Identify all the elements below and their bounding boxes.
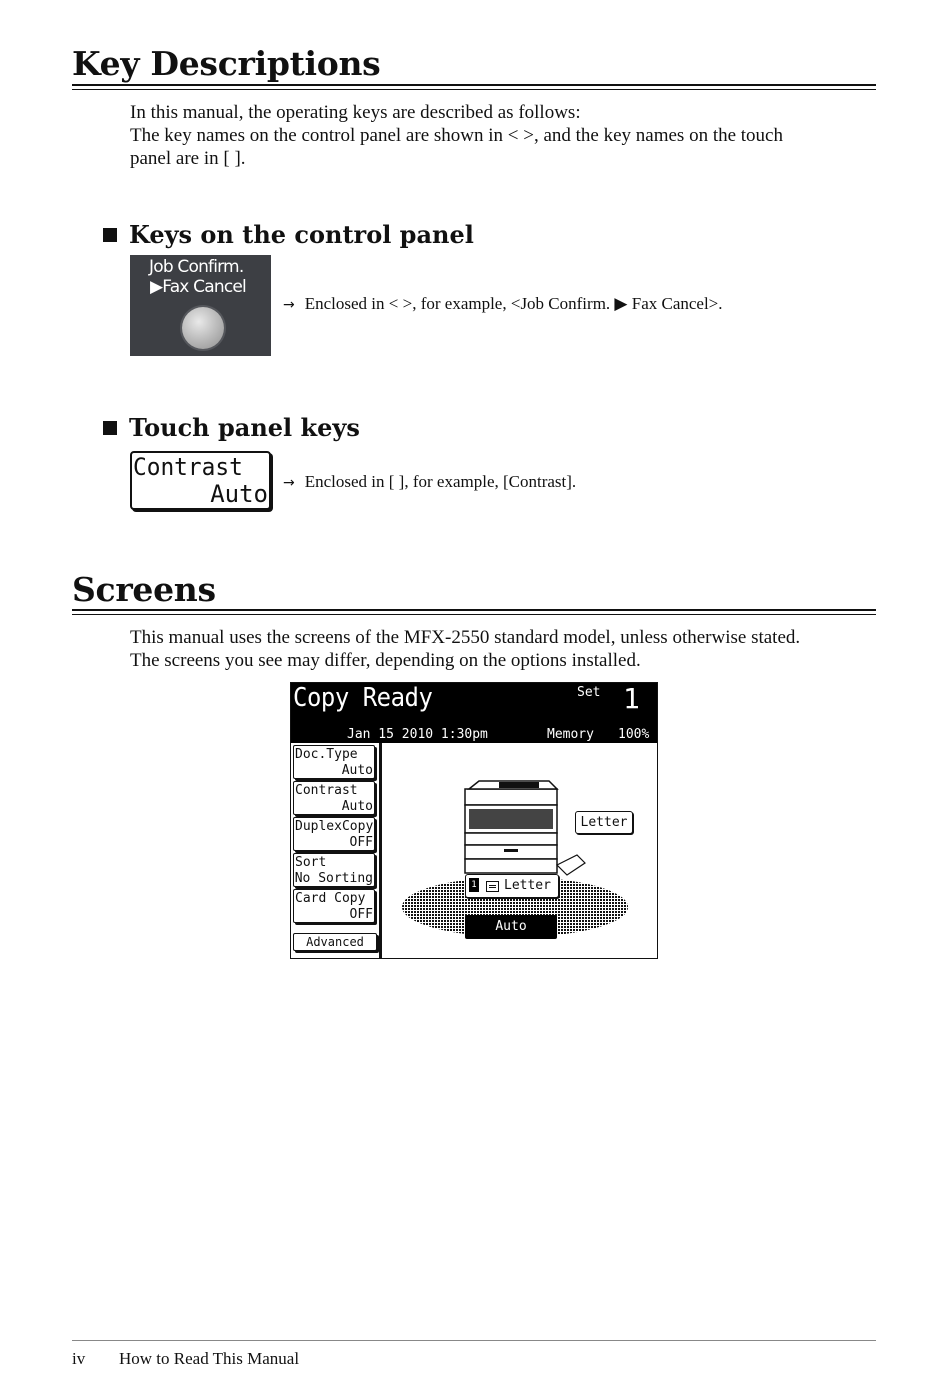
round-button-icon (182, 307, 224, 349)
tray-label: Letter (504, 878, 551, 893)
sort-key[interactable] (293, 853, 375, 887)
side-key-panel (291, 743, 382, 958)
touch-key-contrast-image (130, 451, 271, 510)
tray-number: 1 (469, 878, 479, 892)
touch-panel-note (283, 472, 576, 492)
duplex-copy-key[interactable] (293, 817, 375, 851)
bullet-square-icon (103, 421, 117, 435)
key-value: No Sorting (294, 871, 373, 886)
key-label-line1: Job Confirm. (149, 257, 244, 277)
set-value: 1 (623, 682, 640, 715)
set-label: Set (577, 685, 601, 700)
paper-tray-button[interactable] (465, 874, 559, 898)
screens-line: The screens you see may differ, depending on the options installed. (130, 650, 641, 671)
intro-paragraph (130, 101, 890, 170)
intro-line: The key names on the control panel are shown in < >, and the key names on the touch (130, 125, 783, 146)
bullet-square-icon (103, 228, 117, 242)
contrast-key[interactable] (293, 781, 375, 815)
auto-paper-button[interactable]: Auto (465, 915, 557, 939)
section-title-screens: Screens (72, 570, 216, 609)
key-label-line2: ▶Fax Cancel (150, 277, 246, 297)
touch-key-label: Contrast (133, 453, 243, 481)
title-rule (72, 84, 876, 86)
key-value: Auto (341, 799, 373, 814)
letter-output-button[interactable]: Letter (575, 811, 633, 834)
key-label: Card Copy (295, 891, 366, 906)
memory-percent: 100% (618, 727, 650, 742)
key-value: Auto (341, 763, 373, 778)
title-rule (72, 609, 876, 611)
screen-title: Copy Ready (293, 683, 433, 713)
key-label: Sort (295, 855, 327, 870)
advanced-key[interactable]: Advanced (293, 933, 377, 951)
footer-title: How to Read This Manual (119, 1349, 300, 1368)
note-text: Enclosed in < >, for example, <Job Confirm. ▶ Fax Cancel>. (304, 294, 723, 313)
intro-line: In this manual, the operating keys are described as follows: (130, 102, 581, 123)
note-text: Enclosed in [ ], for example, [Contrast]. (304, 472, 577, 491)
arrow-icon: → (283, 475, 295, 491)
footer-rule (72, 1340, 876, 1341)
title-rule-thin (72, 614, 876, 615)
screens-paragraph (130, 626, 890, 672)
control-panel-note (283, 294, 723, 314)
section-title-key-descriptions: Key Descriptions (72, 44, 381, 83)
copy-screen-image (290, 682, 658, 959)
heading-control-panel-keys (103, 220, 474, 249)
intro-line: panel are in [ ]. (130, 148, 246, 169)
panel-divider (379, 743, 382, 958)
doc-type-key[interactable] (293, 745, 375, 779)
card-copy-key[interactable] (293, 889, 375, 923)
title-rule-thin (72, 89, 876, 90)
paper-icon (486, 881, 499, 892)
key-value: OFF (349, 835, 373, 850)
heading-touch-panel-keys (103, 413, 360, 442)
arrow-icon: → (283, 297, 295, 313)
memory-label: Memory (547, 727, 594, 742)
key-label: Contrast (295, 783, 358, 798)
key-label: DuplexCopy (295, 819, 374, 834)
key-label: Doc.Type (295, 747, 358, 762)
heading-text: Touch panel keys (129, 413, 360, 442)
screen-header (291, 683, 657, 743)
touch-key-value: Auto (210, 480, 268, 508)
screens-line: This manual uses the screens of the MFX-2550 standard model, unless otherwise stated. (130, 627, 801, 648)
heading-text: Keys on the control panel (129, 220, 474, 249)
page-number: iv (72, 1349, 86, 1368)
control-panel-key-image (130, 255, 271, 356)
date-time: Jan 15 2010 1:30pm (347, 727, 488, 742)
key-value: OFF (349, 907, 373, 922)
